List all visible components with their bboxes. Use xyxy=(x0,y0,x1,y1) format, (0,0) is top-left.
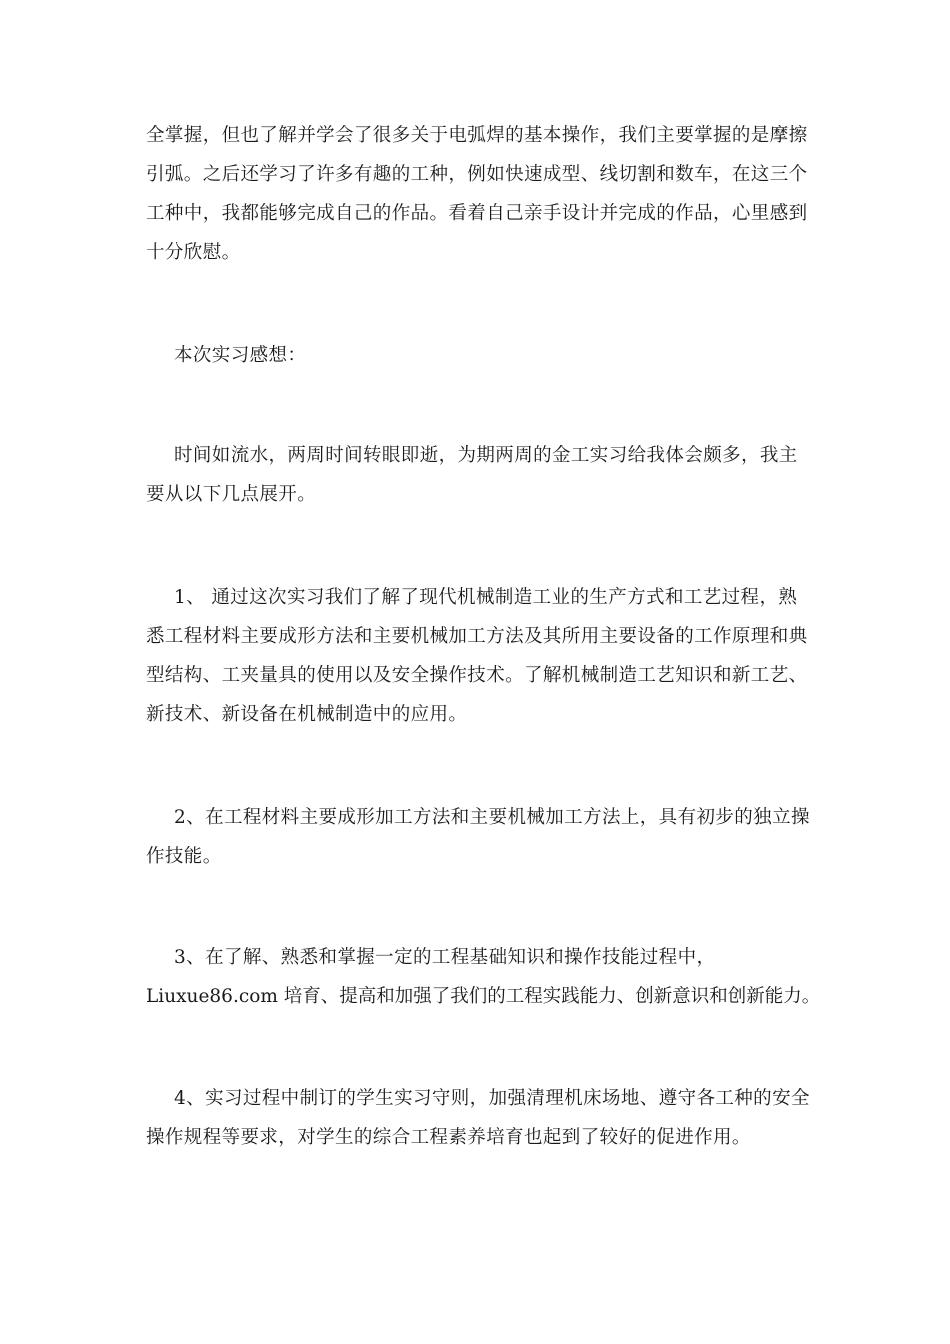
paragraph-intro: 时间如流水，两周时间转眼即逝，为期两周的金工实习给我体会颇多，我主要从以下几点展开。 xyxy=(146,445,798,505)
list-item-2: 2、在工程材料主要成形加工方法和主要机械加工方法上，具有初步的独立操作技能。 xyxy=(146,807,810,867)
list-item-3-continuation: Liuxue86.com 培育、提高和加强了我们的工程实践能力、创新意识和创新能力。 xyxy=(146,986,821,1007)
list-item-4: 4、实习过程中制订的学生实习守则，加强清理机床场地、遵守各工种的安全操作规程等要求，对学生的综合工程素养培育也起到了较好的促进作用。 xyxy=(146,1088,810,1148)
section-heading-reflections: 本次实习感想： xyxy=(174,345,307,366)
list-item-1: 1、 通过这次实习我们了解了现代机械制造工业的生产方式和工艺过程，熟悉工程材料主要成形方法和主要机械加工方法及其所用主要设备的工作原理和典型结构、工夹量具的使用以及安全操作技术。了解机械制造工艺知识和新工艺、新技术、新设备在机械制造中的应用。 xyxy=(146,587,808,725)
list-item-3: 3、在了解、熟悉和掌握一定的工程基础知识和操作技能过程中， xyxy=(174,947,716,968)
paragraph-welding-practice: 全掌握，但也了解并学会了很多关于电弧焊的基本操作，我们主要掌握的是摩擦引弧。之后还学习了许多有趣的工种，例如快速成型、线切割和数车，在这三个工种中，我都能够完成自己的作品。看着自己亲手设计并完成的作品，心里感到十分欣慰。 xyxy=(146,125,808,263)
